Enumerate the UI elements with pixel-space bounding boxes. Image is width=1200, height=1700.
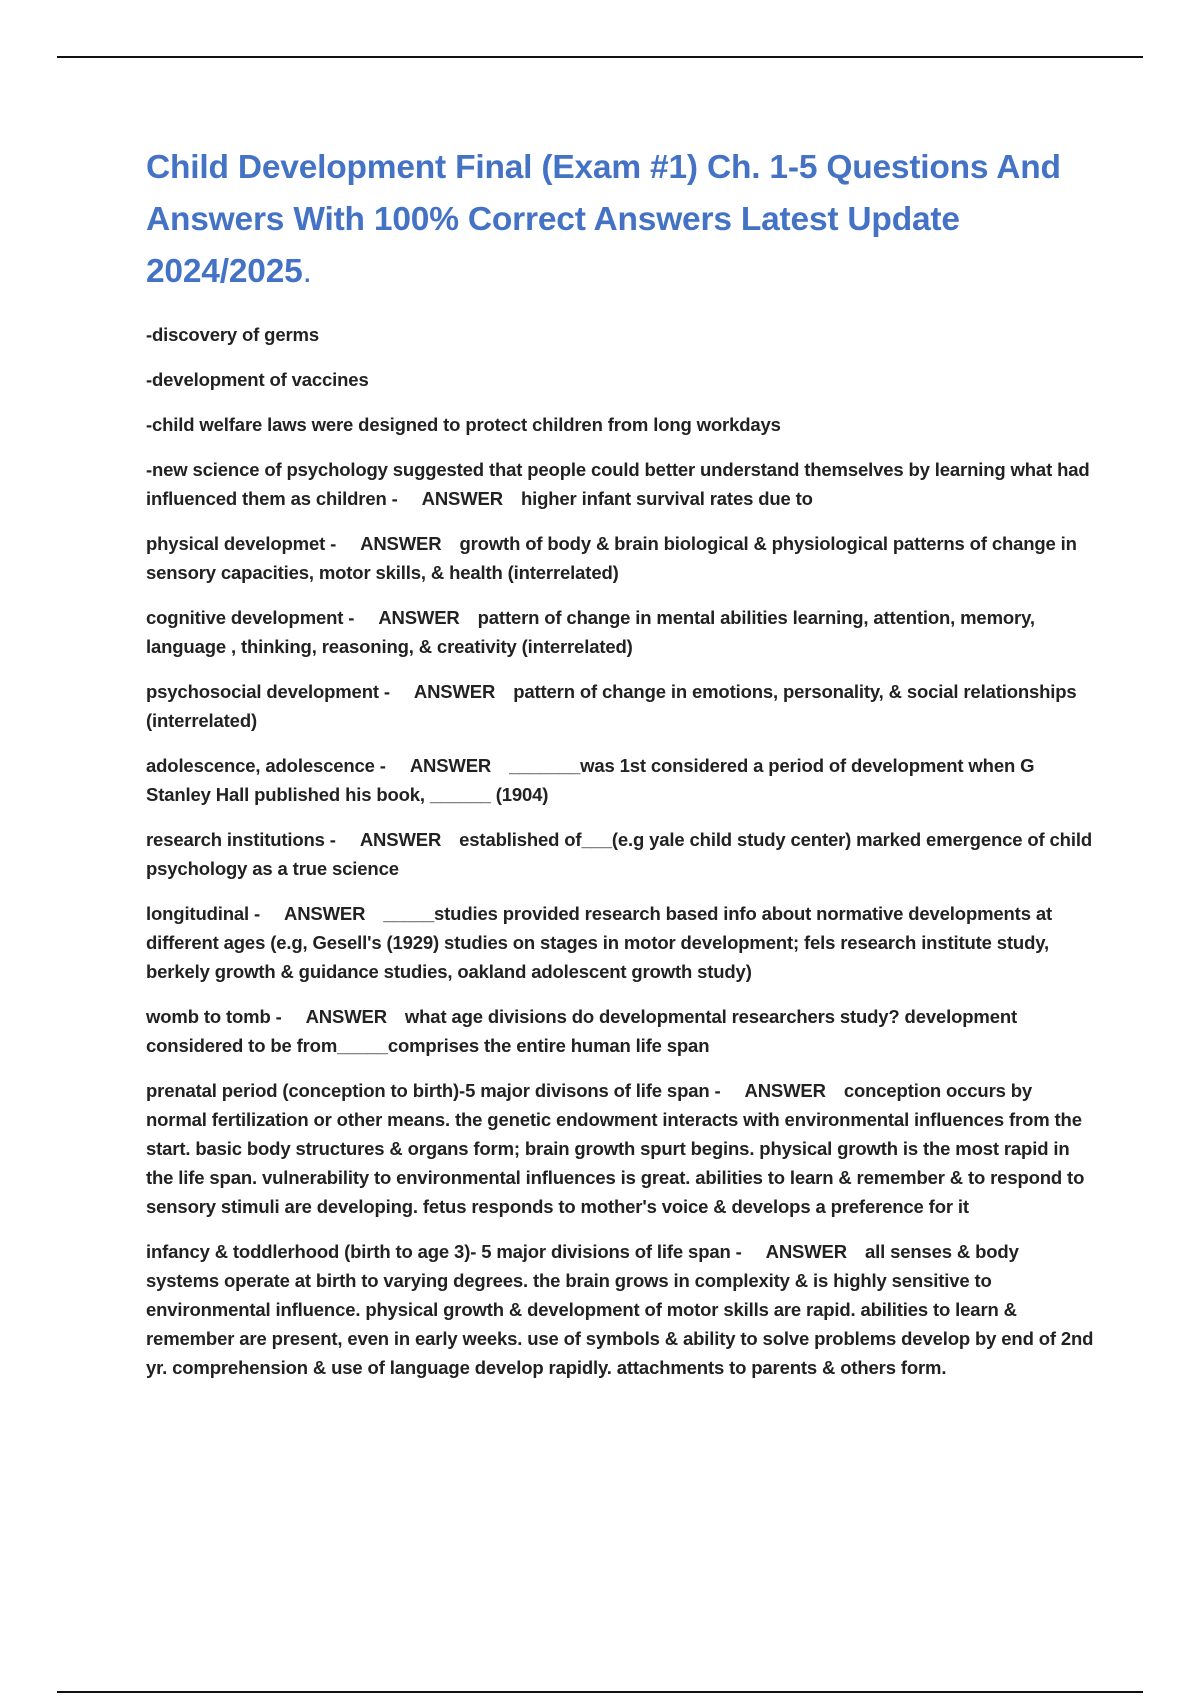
entry-answer: higher infant survival rates due to: [520, 488, 813, 509]
top-rule: [57, 56, 1143, 58]
entry-answer: conception occurs by normal fertilization or other means. the genetic endowment interacts with environmental influences from the start. basic body structures & organs form; brain growth spurt begins. physical growth is the most rapid in the life span. vulnerability to environmental influences is great. abilities to learn & remember & to respond to sensory stimuli are developing. fetus responds to mother's voice & develops a preference for it: [146, 1080, 1085, 1217]
answer-label: ANSWER: [413, 681, 496, 702]
qa-entry: [146, 899, 1096, 986]
intro-line: -child welfare laws were designed to protect children from long workdays: [146, 414, 781, 435]
qa-entry: [146, 1076, 1096, 1221]
answer-label: ANSWER: [409, 755, 492, 776]
entry-answer: pattern of change in emotions, personality, & social relationships (interrelated): [146, 681, 1077, 731]
title-period: .: [302, 253, 312, 290]
answer-label: ANSWER: [378, 607, 460, 628]
qa-entry: [146, 677, 1096, 735]
intro-line: -discovery of germs: [146, 324, 319, 345]
answer-label: ANSWER: [421, 488, 503, 509]
entry-term: research institutions -: [146, 829, 336, 850]
entry-answer: what age divisions do developmental researchers study? development considered to be from_____comprises the entire human life span: [146, 1006, 1018, 1056]
qa-entry: [146, 825, 1096, 883]
intro-line: -development of vaccines: [146, 369, 369, 390]
qa-entry: [146, 1237, 1096, 1382]
document-body: [146, 142, 1096, 1398]
entry-answer: all senses & body systems operate at birth to varying degrees. the brain grows in complexity & is highly sensitive to environmental influence. physical growth & development of motor skills are rapid. abilities to learn & remember are present, even in early weeks. use of symbols & ability to solve problems develop by end of 2nd yr. comprehension & use of language develop rapidly. attachments to parents & others form.: [146, 1241, 1094, 1378]
answer-label: ANSWER: [359, 829, 442, 850]
entry-term: prenatal period (conception to birth)-5 major divisons of life span -: [146, 1080, 721, 1101]
entry-answer: pattern of change in mental abilities learning, attention, memory, language , thinking, reasoning, & creativity (interrelated): [146, 607, 1035, 657]
qa-entry: [146, 529, 1096, 587]
entry-term: psychosocial development -: [146, 681, 390, 702]
entry-term: womb to tomb -: [146, 1006, 282, 1027]
qa-entries: [146, 455, 1096, 1382]
entry-answer: growth of body & brain biological & physiological patterns of change in sensory capacities, motor skills, & health (interrelated): [146, 533, 1077, 583]
qa-entry: [146, 1002, 1096, 1060]
entry-term: physical developmet -: [146, 533, 337, 554]
entry-term: cognitive development -: [146, 607, 355, 628]
entry-term: infancy & toddlerhood (birth to age 3)- 5 major divisions of life span -: [146, 1241, 742, 1262]
entry-answer: _______was 1st considered a period of development when G Stanley Hall published his book, ______ (1904): [146, 755, 1035, 805]
answer-label: ANSWER: [284, 903, 366, 924]
qa-entry: [146, 455, 1096, 513]
document-title: [146, 142, 1096, 298]
answer-label: ANSWER: [305, 1006, 387, 1027]
title-text: Child Development Final (Exam #1) Ch. 1-5 Questions And Answers With 100% Correct Answers Latest Update 2024/2025: [146, 149, 1061, 290]
answer-label: ANSWER: [765, 1241, 847, 1262]
entry-term: longitudinal -: [146, 903, 261, 924]
bottom-rule: [57, 1691, 1143, 1693]
qa-entry: [146, 603, 1096, 661]
answer-label: ANSWER: [744, 1080, 826, 1101]
entry-answer: _____studies provided research based info about normative developments at different ages (e.g, Gesell's (1929) studies on stages in motor development; fels research institute study, berkely growth & guidance studies, oakland adolescent growth study): [146, 903, 1052, 982]
entry-term: -new science of psychology suggested that people could better understand themselves by learning what had influenced them as children -: [146, 459, 1090, 509]
entry-term: adolescence, adolescence -: [146, 755, 386, 776]
qa-entry: [146, 751, 1096, 809]
entry-answer: established of___(e.g yale child study center) marked emergence of child psychology as a true science: [146, 829, 1092, 879]
answer-label: ANSWER: [360, 533, 442, 554]
